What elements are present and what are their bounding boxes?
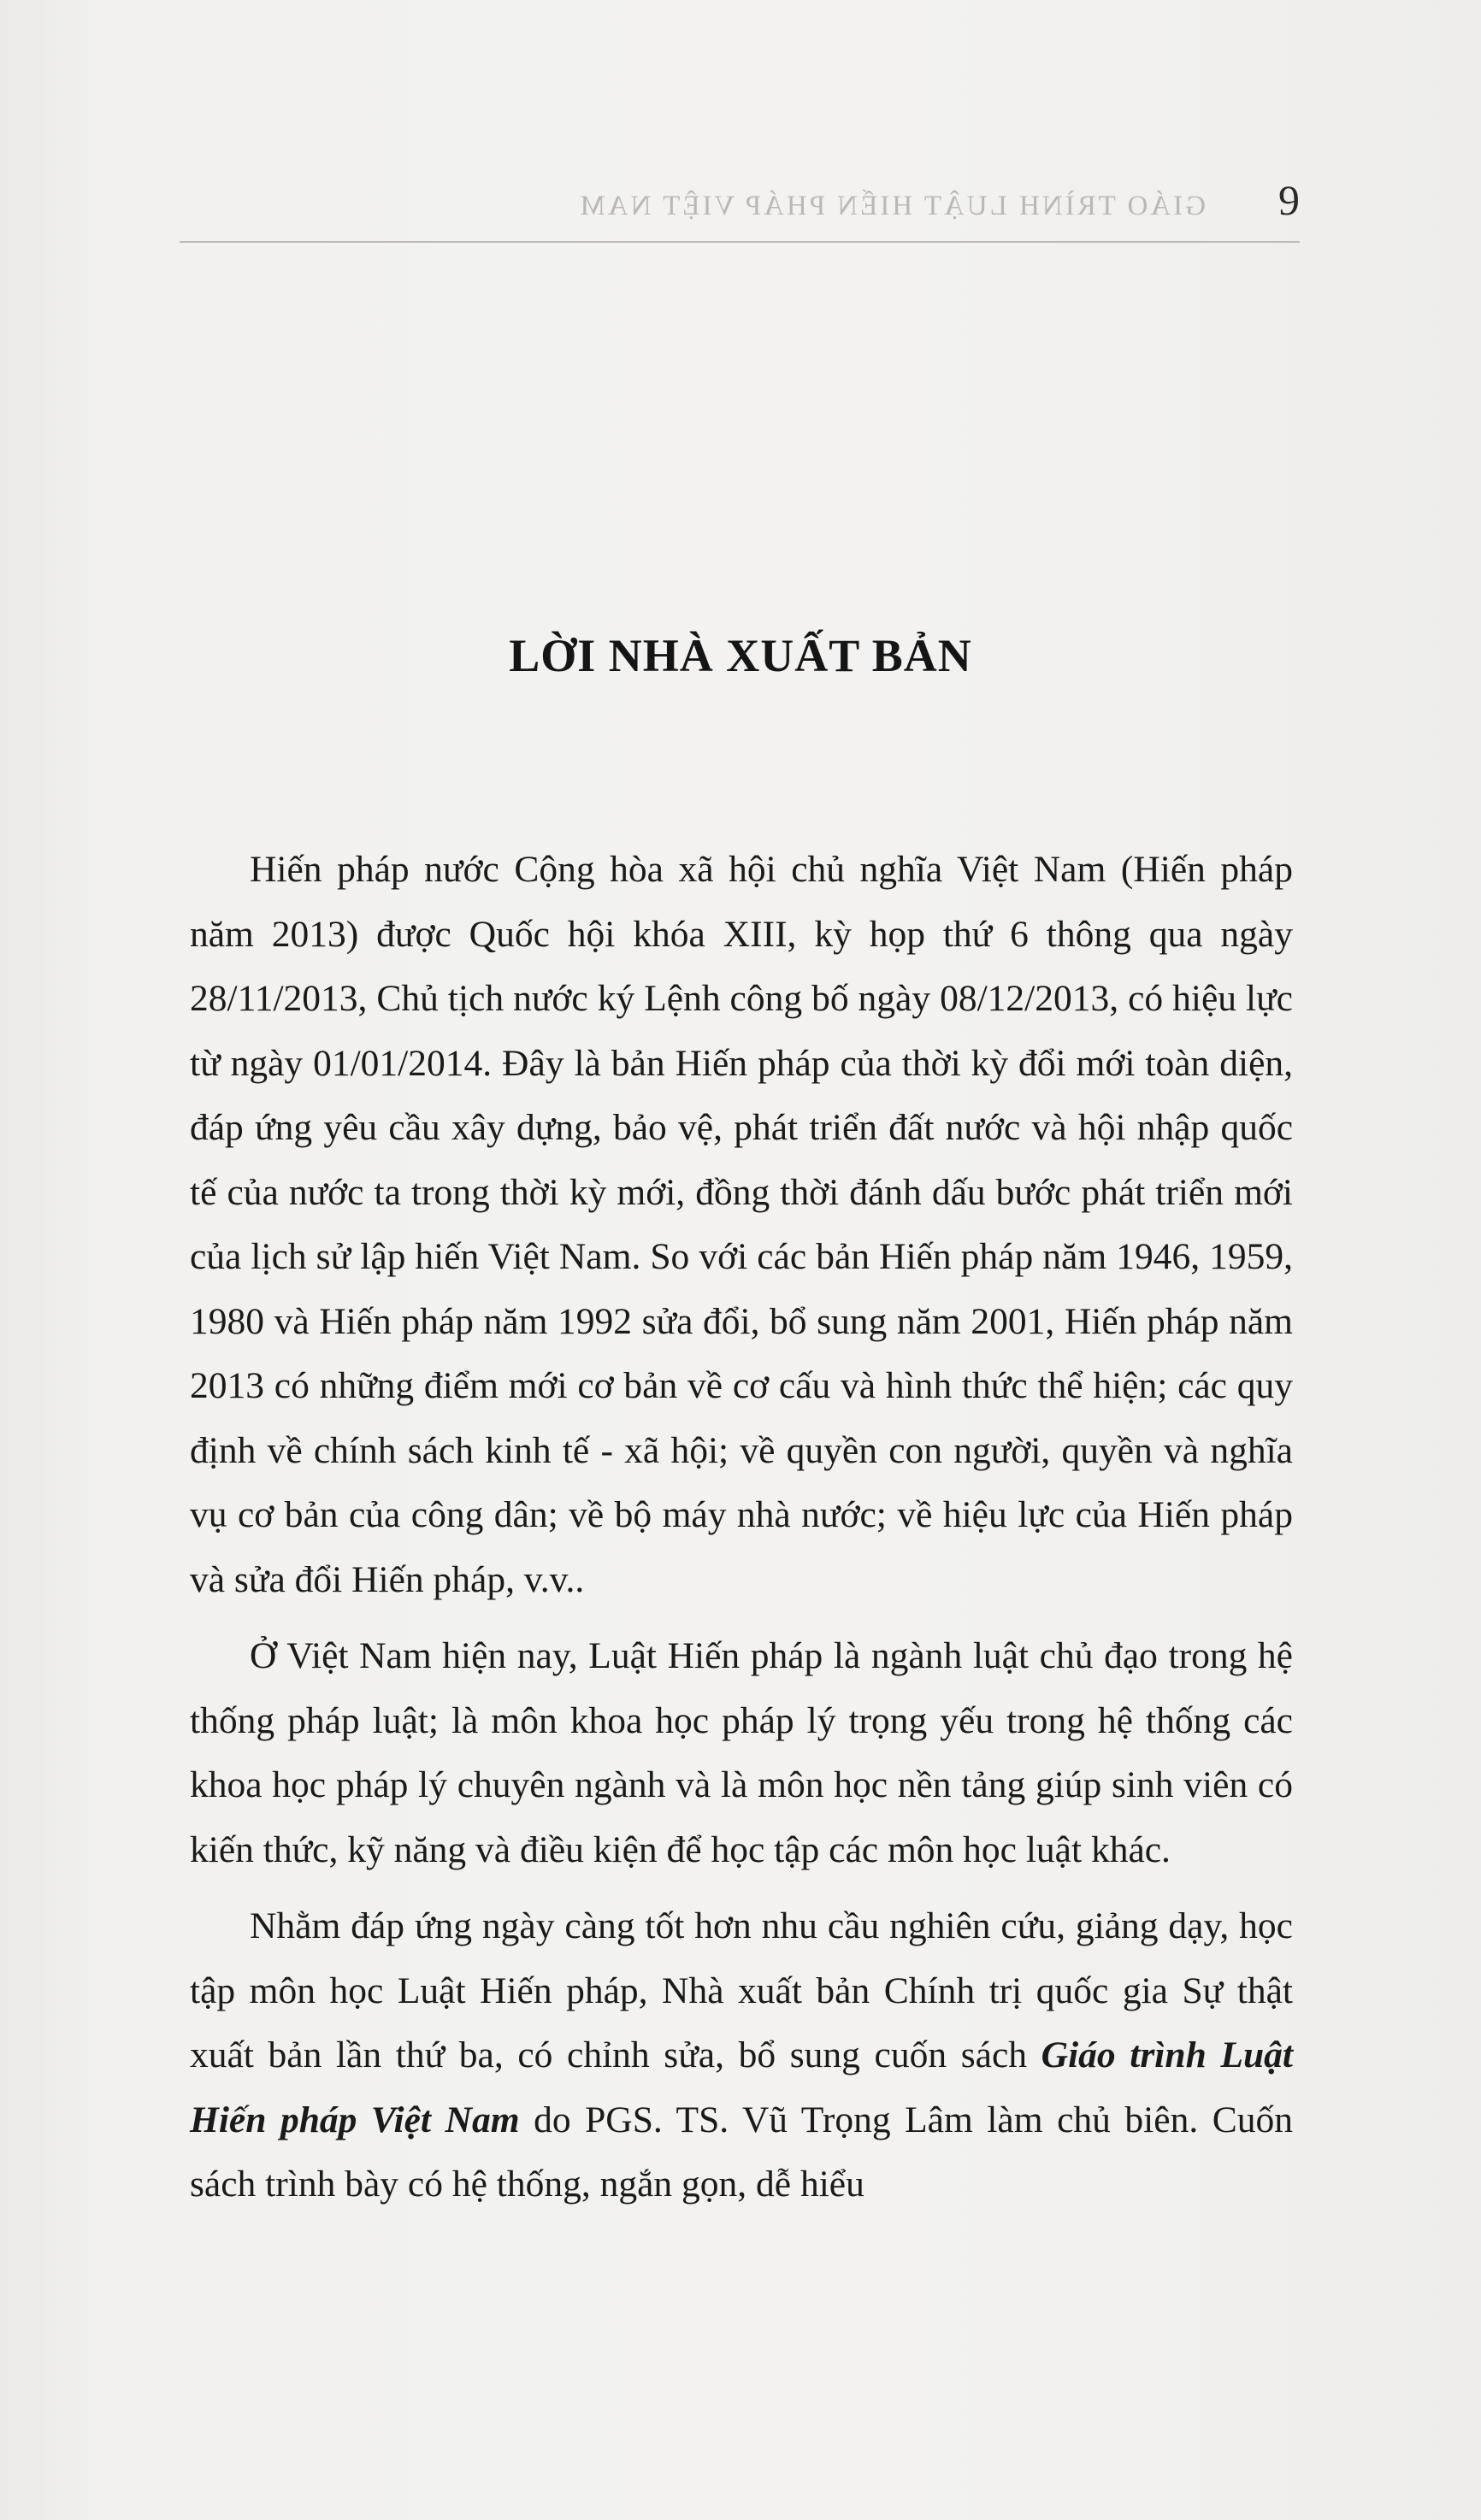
paragraph-3-end: do PGS. TS. Vũ Trọng Lâm làm chủ biên. Cuốn sách trình bày có hệ thống, ngắn gọn, dễ hiểu	[190, 2099, 1293, 2205]
page-number: 9	[1278, 176, 1300, 224]
running-head-bleedthrough: GIÁO TRÌNH LUẬT HIẾN PHÁP VIỆT NAM	[577, 191, 1206, 221]
body-text	[190, 838, 1293, 2229]
paragraph-2: Ở Việt Nam hiện nay, Luật Hiến pháp là ngành luật chủ đạo trong hệ thống pháp luật; là môn khoa học pháp lý trọng yếu trong hệ thống các khoa học pháp lý chuyên ngành và là môn học nền tảng giúp sinh viên có kiến thức, kỹ năng và điều kiện để học tập các môn học luật khác.	[190, 1635, 1293, 1870]
paragraph-3	[190, 1894, 1293, 2217]
page-header	[180, 175, 1300, 235]
paragraph-1: Hiến pháp nước Cộng hòa xã hội chủ nghĩa Việt Nam (Hiến pháp năm 2013) được Quốc hội khóa XIII, kỳ họp thứ 6 thông qua ngày 28/11/2013, Chủ tịch nước ký Lệnh công bố ngày 08/12/2013, có hiệu lực từ ngày 01/01/2014. Đây là bản Hiến pháp của thời kỳ đổi mới toàn diện, đáp ứng yêu cầu xây dựng, bảo vệ, phát triển đất nước và hội nhập quốc tế của nước ta trong thời kỳ mới, đồng thời đánh dấu bước phát triển mới của lịch sử lập hiến Việt Nam. So với các bản Hiến pháp năm 1946, 1959, 1980 và Hiến pháp năm 1992 sửa đổi, bổ sung năm 2001, Hiến pháp năm 2013 có những điểm mới cơ bản về cơ cấu và hình thức thể hiện; các quy định về chính sách kinh tế - xã hội; về quyền con người, quyền và nghĩa vụ cơ bản của công dân; về bộ máy nhà nước; về hiệu lực của Hiến pháp và sửa đổi Hiến pháp, v.v..	[190, 849, 1293, 1600]
book-title-emphasis: Giáo trình Luật Hiến pháp Việt Nam	[190, 2034, 1293, 2140]
header-rule	[180, 241, 1300, 243]
section-title: LỜI NHÀ XUẤT BẢN	[509, 630, 972, 682]
reverse-side-bleedthrough	[180, 325, 1300, 605]
paragraph-3-start: Nhằm đáp ứng ngày càng tốt hơn nhu cầu nghiên cứu, giảng dạy, học tập môn học Luật Hiến pháp, Nhà xuất bản Chính trị quốc gia Sự thật xuất bản lần thứ ba, có chỉnh sửa, bổ sung cuốn sách	[190, 1905, 1293, 2075]
